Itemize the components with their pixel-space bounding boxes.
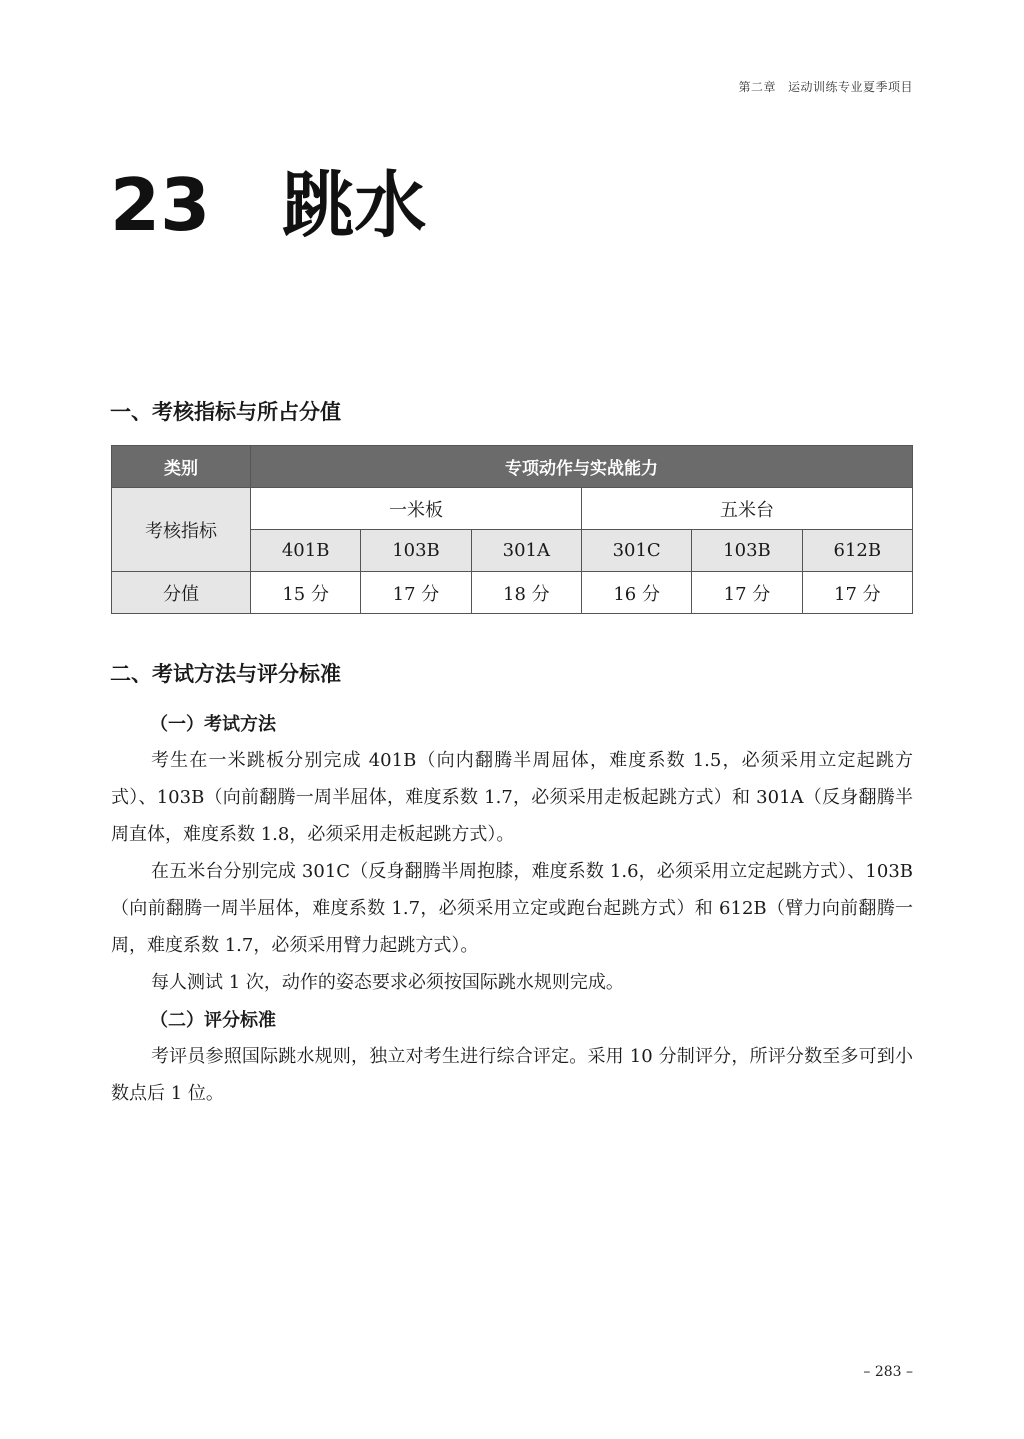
score-value: 18 分 (471, 572, 581, 614)
platform-5m: 五米台 (581, 488, 912, 530)
score-value: 16 分 (581, 572, 691, 614)
page-number: – 283 – (863, 1364, 913, 1380)
table-row-platforms (112, 488, 913, 530)
table-row-scores (112, 572, 913, 614)
score-value: 17 分 (802, 572, 912, 614)
platform-1m: 一米板 (251, 488, 582, 530)
subheading-scoring: （二）评分标准 (150, 1010, 276, 1031)
dive-code: 301A (471, 530, 581, 572)
dive-code: 401B (251, 530, 361, 572)
dive-code: 103B (692, 530, 802, 572)
table-header-row (112, 446, 913, 488)
row-label-indicator: 考核指标 (112, 488, 251, 572)
paragraph-1m-board: 考生在一米跳板分别完成 401B（向内翻腾半周屈体，难度系数 1.5，必须采用立定起跳方式）、103B（向前翻腾一周半屈体，难度系数 1.7，必须采用走板起跳方式）和 301A（反身翻腾半周直体，难度系数 1.8，必须采用走板起跳方式）。 (111, 750, 913, 845)
dive-code: 612B (802, 530, 912, 572)
row-label-score: 分值 (112, 572, 251, 614)
paragraph-5m-platform: 在五米台分别完成 301C（反身翻腾半周抱膝，难度系数 1.6，必须采用立定起跳方式）、103B（向前翻腾一周半屈体，难度系数 1.7，必须采用立定或跑台起跳方式）和 612B（臂力向前翻腾一周，难度系数 1.7，必须采用臂力起跳方式）。 (111, 861, 913, 956)
running-header (738, 78, 913, 95)
paragraph-attempts: 每人测试 1 次，动作的姿态要求必须按国际跳水规则完成。 (151, 972, 624, 993)
section-heading-methods: 二、考试方法与评分标准 (110, 662, 341, 686)
chapter-name: 跳水 (282, 163, 427, 247)
running-header-chapter: 第二章 (738, 80, 776, 94)
score-value: 17 分 (361, 572, 471, 614)
dive-code: 301C (581, 530, 691, 572)
subheading-test-method: （一）考试方法 (150, 714, 276, 735)
paragraph-scoring: 考评员参照国际跳水规则，独立对考生进行综合评定。采用 10 分制评分，所评分数至多可到小数点后 1 位。 (111, 1046, 913, 1104)
header-category: 类别 (112, 446, 251, 488)
score-value: 15 分 (251, 572, 361, 614)
running-header-section: 运动训练专业夏季项目 (787, 80, 913, 94)
score-value: 17 分 (692, 572, 802, 614)
header-group: 专项动作与实战能力 (251, 446, 913, 488)
chapter-title (110, 160, 426, 250)
score-table (111, 445, 913, 614)
chapter-number: 23 (110, 163, 211, 247)
dive-code: 103B (361, 530, 471, 572)
section-heading-indicators: 一、考核指标与所占分值 (110, 400, 341, 424)
